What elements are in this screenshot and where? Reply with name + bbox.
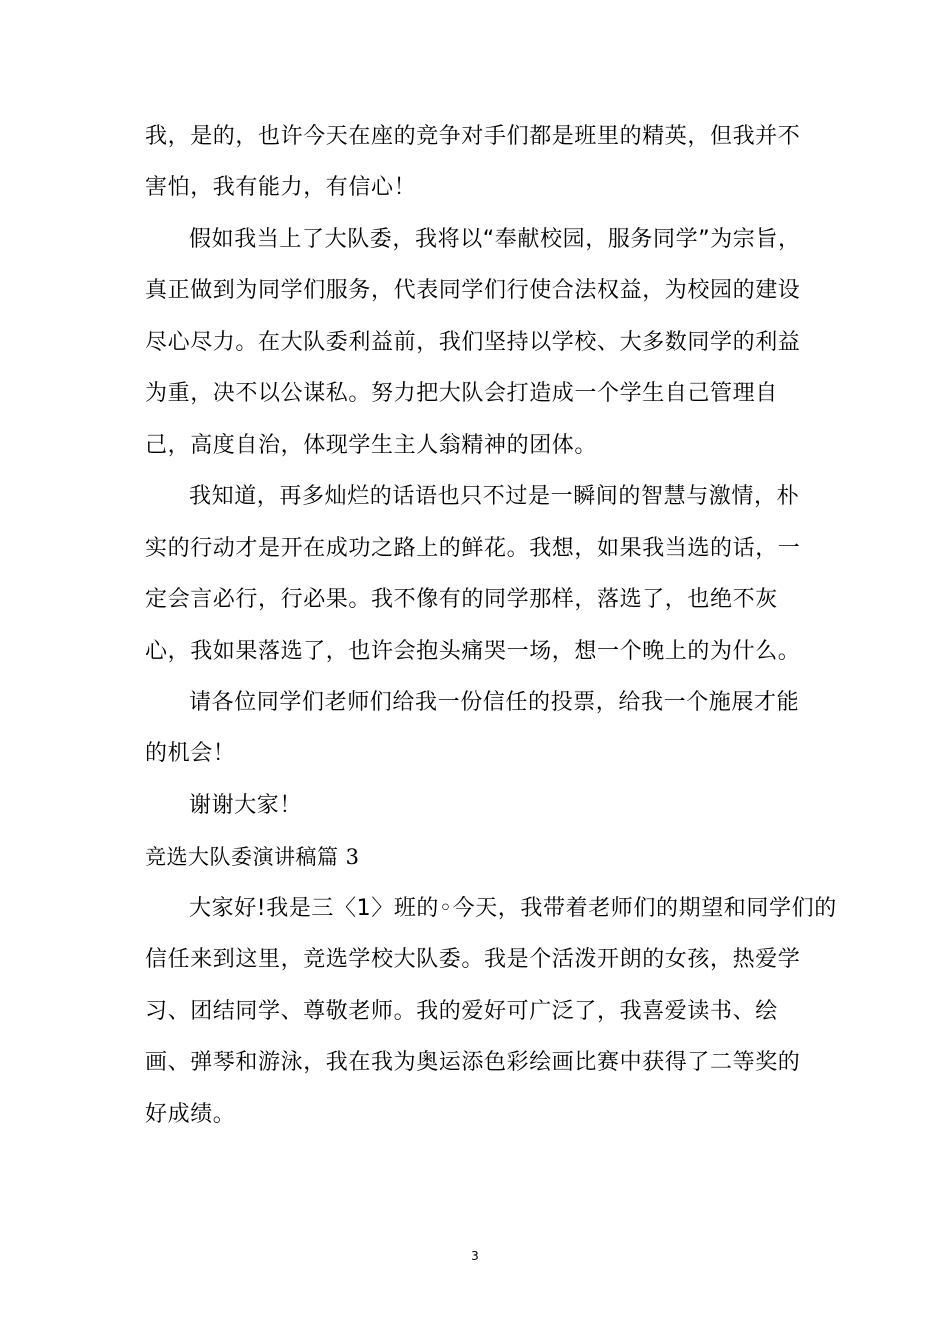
- paragraph-first-line: 假如我当上了大队委，我将以“奉献校园，服务同学”为宗旨，: [189, 227, 801, 252]
- text-line: 定会言必行，行必果。我不像有的同学那样，落选了，也绝不灰: [145, 587, 778, 612]
- text-line: 我，是的，也许今天在座的竞争对手们都是班里的精英，但我并不: [145, 124, 801, 149]
- text-line: 习、团结同学、尊敬老师。我的爱好可广泛了，我喜爱读书、绘: [145, 999, 778, 1024]
- text-line: 画、弹琴和游泳，我在我为奥运添色彩绘画比赛中获得了二等奖的: [145, 1050, 801, 1075]
- text-line: 信任来到这里，竞选学校大队委。我是个活泼开朗的女孩，热爱学: [145, 947, 801, 972]
- section-heading: 竞选大队委演讲稿篇 3: [145, 845, 360, 869]
- paragraph-first-line: 请各位同学们老师们给我一份信任的投票，给我一个施展才能: [189, 690, 800, 715]
- paragraph-first-line: 大家好!我是三〈1〉班的◦今天，我带着老师们的期望和同学们的: [189, 896, 837, 921]
- text-line: 实的行动才是开在成功之路上的鲜花。我想，如果我当选的话，一: [145, 536, 801, 561]
- paragraph-first-line: 我知道，再多灿烂的话语也只不过是一瞬间的智慧与激情，朴: [189, 484, 800, 509]
- text-line: 害怕，我有能力，有信心！: [145, 175, 417, 200]
- text-line: 真正做到为同学们服务，代表同学们行使合法权益，为校园的建设: [145, 278, 801, 303]
- closing-line: 谢谢大家！: [189, 793, 303, 818]
- text-line: 好成绩。: [145, 1102, 236, 1127]
- text-line: 尽心尽力。在大队委利益前，我们坚持以学校、大多数同学的利益: [145, 330, 801, 355]
- text-line: 己，高度自治，体现学生主人翁精神的团体。: [145, 433, 598, 458]
- text-line: 心，我如果落选了，也许会抱头痛哭一场，想一个晚上的为什么。: [145, 639, 801, 664]
- page-number: 3: [471, 1249, 479, 1263]
- text-line: 为重，决不以公谋私。努力把大队会打造成一个学生自己管理自: [145, 381, 778, 406]
- text-line: 的机会！: [145, 741, 236, 766]
